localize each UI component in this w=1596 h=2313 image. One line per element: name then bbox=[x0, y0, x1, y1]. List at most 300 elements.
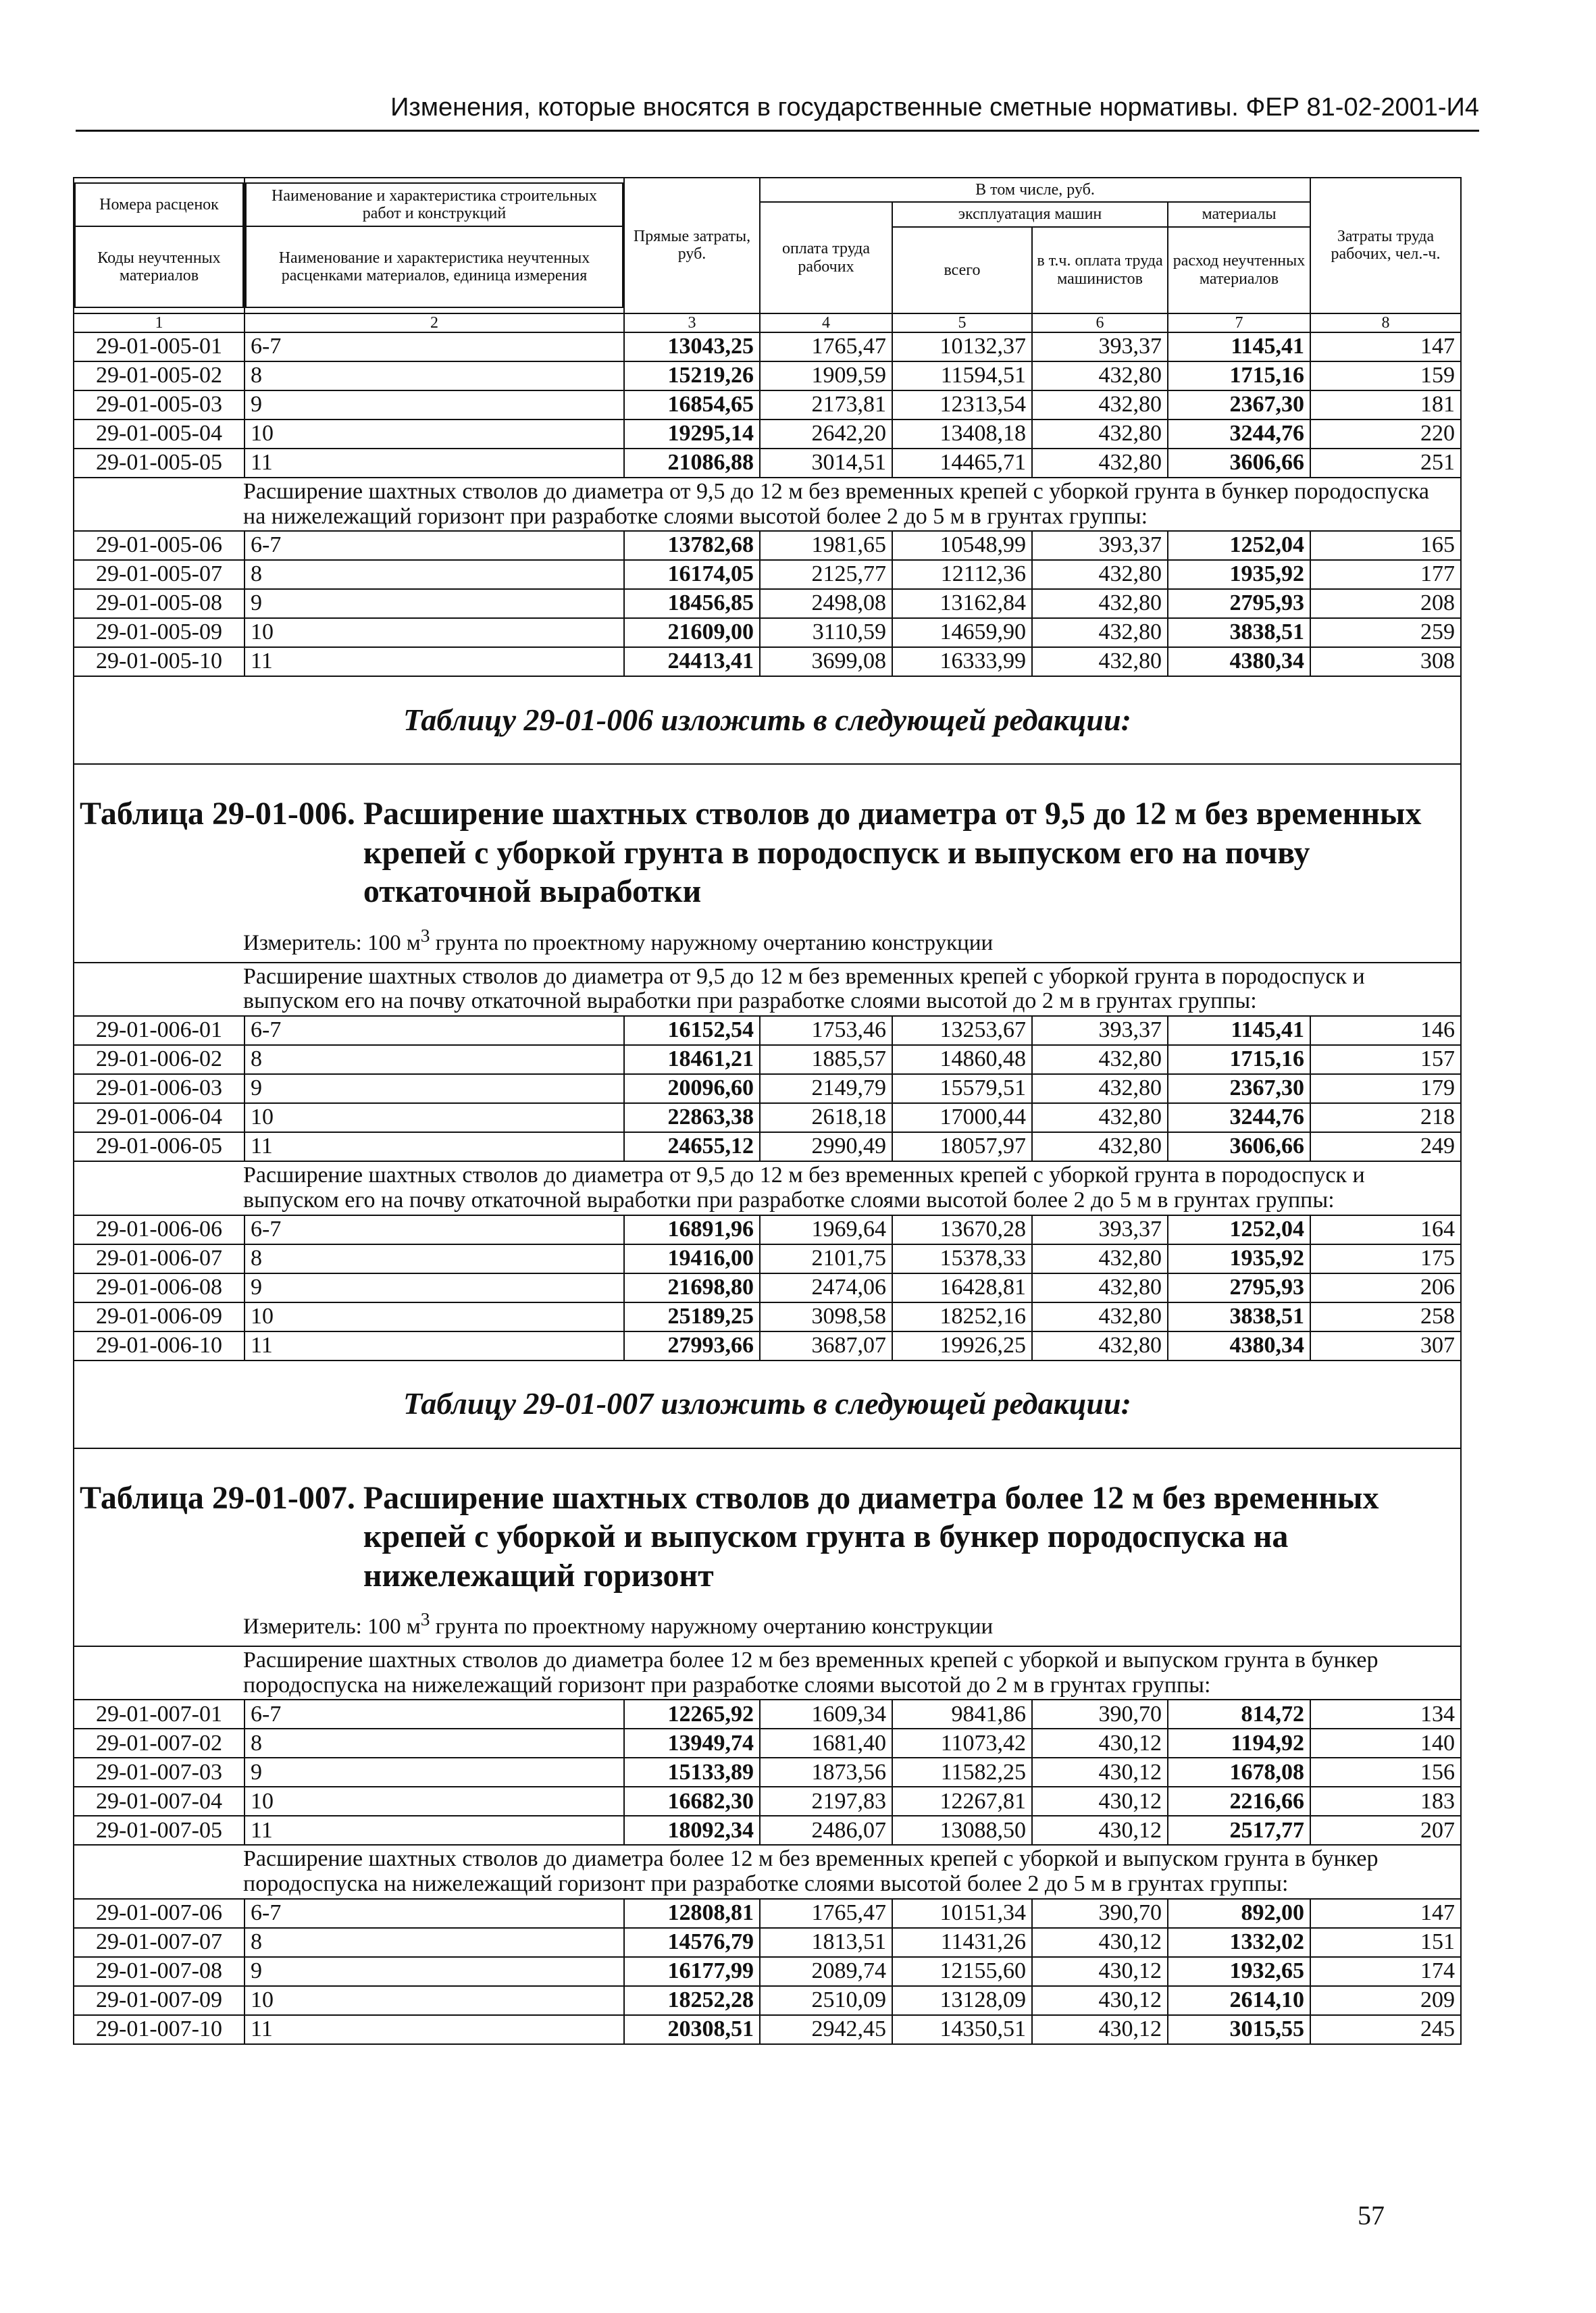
materials-cons: 1678,08 bbox=[1168, 1758, 1310, 1787]
machinist-pay: 432,80 bbox=[1032, 361, 1168, 390]
table-row bbox=[74, 2015, 1461, 2044]
direct-costs: 14576,79 bbox=[624, 1928, 760, 1957]
table-row bbox=[74, 1244, 1461, 1273]
materials-cons: 1932,65 bbox=[1168, 1957, 1310, 1986]
labor-hours: 146 bbox=[1310, 1016, 1461, 1045]
direct-costs: 13949,74 bbox=[624, 1729, 760, 1758]
materials-cons: 2614,10 bbox=[1168, 1986, 1310, 2015]
machinist-pay: 430,12 bbox=[1032, 1928, 1168, 1957]
labor-pay: 2173,81 bbox=[760, 390, 892, 420]
materials-cons: 1252,04 bbox=[1168, 1215, 1310, 1244]
group-description: Расширение шахтных стволов до диаметра более 12 м без временных крепей с уборкой и выпуском грунта в бункер породоспуска на нижележащий горизонт при разработке слоями высотой до 2 м в грунтах группы: bbox=[74, 1646, 1461, 1700]
soil-group: 11 bbox=[244, 647, 624, 676]
rate-code: 29-01-006-08 bbox=[74, 1273, 244, 1302]
labor-hours: 134 bbox=[1310, 1700, 1461, 1729]
direct-costs: 15219,26 bbox=[624, 361, 760, 390]
labor-hours: 147 bbox=[1310, 332, 1461, 361]
labor-pay: 2498,08 bbox=[760, 589, 892, 618]
table-row bbox=[74, 1273, 1461, 1302]
table-title-row bbox=[74, 764, 1461, 913]
table-number: Таблица 29-01-006. bbox=[80, 796, 355, 832]
direct-costs: 27993,66 bbox=[624, 1331, 760, 1361]
machines-total: 12313,54 bbox=[892, 390, 1032, 420]
section-005-b bbox=[74, 478, 1461, 676]
direct-costs: 16174,05 bbox=[624, 560, 760, 589]
labor-hours: 183 bbox=[1310, 1787, 1461, 1816]
soil-group: 8 bbox=[244, 1928, 624, 1957]
soil-group: 9 bbox=[244, 1758, 624, 1787]
machinist-pay: 393,37 bbox=[1032, 531, 1168, 560]
machinist-pay: 432,80 bbox=[1032, 420, 1168, 449]
direct-costs: 24655,12 bbox=[624, 1132, 760, 1161]
materials-cons: 2795,93 bbox=[1168, 1273, 1310, 1302]
col-number: 4 bbox=[760, 313, 892, 332]
labor-hours: 156 bbox=[1310, 1758, 1461, 1787]
col-materials-header: материалы bbox=[1168, 202, 1310, 226]
machinist-pay: 390,70 bbox=[1032, 1700, 1168, 1729]
labor-pay: 2101,75 bbox=[760, 1244, 892, 1273]
labor-hours: 207 bbox=[1310, 1816, 1461, 1845]
table-row bbox=[74, 1787, 1461, 1816]
table-row bbox=[74, 420, 1461, 449]
col-hours-header: Затраты труда рабочих, чел.-ч. bbox=[1310, 178, 1461, 313]
direct-costs: 18092,34 bbox=[624, 1816, 760, 1845]
labor-hours: 308 bbox=[1310, 647, 1461, 676]
section-007 bbox=[74, 1361, 1461, 2044]
col-number: 7 bbox=[1168, 313, 1310, 332]
edit-note-row bbox=[74, 676, 1461, 764]
soil-group: 9 bbox=[244, 390, 624, 420]
machinist-pay: 432,80 bbox=[1032, 560, 1168, 589]
labor-hours: 147 bbox=[1310, 1899, 1461, 1928]
edit-note-007: Таблицу 29-01-007 изложить в следующей редакции: bbox=[74, 1361, 1461, 1448]
table-row bbox=[74, 390, 1461, 420]
soil-group: 10 bbox=[244, 618, 624, 647]
machines-total: 15579,51 bbox=[892, 1074, 1032, 1103]
table-title-006 bbox=[74, 764, 1461, 913]
labor-pay: 2510,09 bbox=[760, 1986, 892, 2015]
section-005-a bbox=[74, 332, 1461, 478]
col-materials-cons-header: расход неучтенных материалов bbox=[1168, 227, 1310, 313]
labor-hours: 179 bbox=[1310, 1074, 1461, 1103]
machines-total: 13408,18 bbox=[892, 420, 1032, 449]
materials-cons: 2367,30 bbox=[1168, 1074, 1310, 1103]
measure-superscript: 3 bbox=[420, 1608, 430, 1630]
materials-cons: 2216,66 bbox=[1168, 1787, 1310, 1816]
col-number: 3 bbox=[624, 313, 760, 332]
machinist-pay: 430,12 bbox=[1032, 2015, 1168, 2044]
materials-cons: 1715,16 bbox=[1168, 1045, 1310, 1074]
labor-pay: 1681,40 bbox=[760, 1729, 892, 1758]
labor-hours: 251 bbox=[1310, 449, 1461, 478]
machines-total: 13088,50 bbox=[892, 1816, 1032, 1845]
table-row bbox=[74, 1928, 1461, 1957]
labor-hours: 218 bbox=[1310, 1103, 1461, 1132]
measure-superscript: 3 bbox=[420, 925, 430, 946]
direct-costs: 13043,25 bbox=[624, 332, 760, 361]
labor-hours: 220 bbox=[1310, 420, 1461, 449]
direct-costs: 16152,54 bbox=[624, 1016, 760, 1045]
machines-total: 14659,90 bbox=[892, 618, 1032, 647]
materials-cons: 1935,92 bbox=[1168, 1244, 1310, 1273]
table-title-text: Расширение шахтных стволов до диаметра от 9,5 до 12 м без временных крепей с уборкой грунта в породоспуск и выпуском его на почву откаточной выработки bbox=[363, 796, 1422, 910]
labor-pay: 2197,83 bbox=[760, 1787, 892, 1816]
direct-costs: 16177,99 bbox=[624, 1957, 760, 1986]
labor-pay: 3014,51 bbox=[760, 449, 892, 478]
labor-hours: 209 bbox=[1310, 1986, 1461, 2015]
table-row bbox=[74, 1729, 1461, 1758]
labor-hours: 165 bbox=[1310, 531, 1461, 560]
machines-total: 11431,26 bbox=[892, 1928, 1032, 1957]
labor-pay: 1753,46 bbox=[760, 1016, 892, 1045]
soil-group: 8 bbox=[244, 361, 624, 390]
labor-pay: 2618,18 bbox=[760, 1103, 892, 1132]
soil-group: 6-7 bbox=[244, 332, 624, 361]
table-title-row bbox=[74, 1448, 1461, 1597]
col-name-top: Наименование и характеристика строительных работ и конструкций bbox=[246, 183, 623, 226]
col-name-header bbox=[244, 178, 624, 313]
soil-group: 9 bbox=[244, 589, 624, 618]
table-row bbox=[74, 1302, 1461, 1331]
col-machinist-pay-header: в т.ч. оплата труда машинистов bbox=[1032, 227, 1168, 313]
labor-pay: 2089,74 bbox=[760, 1957, 892, 1986]
machinist-pay: 393,37 bbox=[1032, 332, 1168, 361]
soil-group: 6-7 bbox=[244, 1899, 624, 1928]
soil-group: 10 bbox=[244, 420, 624, 449]
machinist-pay: 432,80 bbox=[1032, 647, 1168, 676]
direct-costs: 20096,60 bbox=[624, 1074, 760, 1103]
direct-costs: 24413,41 bbox=[624, 647, 760, 676]
col-number: 1 bbox=[74, 313, 244, 332]
direct-costs: 15133,89 bbox=[624, 1758, 760, 1787]
machines-total: 10132,37 bbox=[892, 332, 1032, 361]
labor-hours: 140 bbox=[1310, 1729, 1461, 1758]
table-row bbox=[74, 1816, 1461, 1845]
rate-code: 29-01-005-10 bbox=[74, 647, 244, 676]
rate-code: 29-01-005-03 bbox=[74, 390, 244, 420]
rate-code: 29-01-006-09 bbox=[74, 1302, 244, 1331]
col-codes-bottom: Коды неучтенных материалов bbox=[75, 226, 243, 307]
column-numbers-row bbox=[74, 313, 1461, 332]
direct-costs: 12265,92 bbox=[624, 1700, 760, 1729]
labor-hours: 151 bbox=[1310, 1928, 1461, 1957]
machinist-pay: 432,80 bbox=[1032, 1103, 1168, 1132]
direct-costs: 18252,28 bbox=[624, 1986, 760, 2015]
rate-code: 29-01-006-02 bbox=[74, 1045, 244, 1074]
machines-total: 12267,81 bbox=[892, 1787, 1032, 1816]
rate-code: 29-01-006-05 bbox=[74, 1132, 244, 1161]
labor-pay: 2642,20 bbox=[760, 420, 892, 449]
table-row bbox=[74, 1986, 1461, 2015]
machines-total: 16333,99 bbox=[892, 647, 1032, 676]
labor-pay: 1765,47 bbox=[760, 1899, 892, 1928]
col-number: 6 bbox=[1032, 313, 1168, 332]
machines-total: 17000,44 bbox=[892, 1103, 1032, 1132]
direct-costs: 19416,00 bbox=[624, 1244, 760, 1273]
table-row bbox=[74, 1331, 1461, 1361]
edit-note-row bbox=[74, 1361, 1461, 1448]
machines-total: 13162,84 bbox=[892, 589, 1032, 618]
group-description-row bbox=[74, 963, 1461, 1016]
machines-total: 9841,86 bbox=[892, 1700, 1032, 1729]
labor-hours: 181 bbox=[1310, 390, 1461, 420]
labor-pay: 3110,59 bbox=[760, 618, 892, 647]
measure-unit bbox=[74, 1596, 1461, 1646]
labor-pay: 1873,56 bbox=[760, 1758, 892, 1787]
labor-pay: 2125,77 bbox=[760, 560, 892, 589]
soil-group: 10 bbox=[244, 1103, 624, 1132]
labor-pay: 3098,58 bbox=[760, 1302, 892, 1331]
rate-code: 29-01-006-06 bbox=[74, 1215, 244, 1244]
machines-total: 18252,16 bbox=[892, 1302, 1032, 1331]
measure-suffix: грунта по проектному наружному очертанию конструкции bbox=[430, 1615, 994, 1640]
machines-total: 13253,67 bbox=[892, 1016, 1032, 1045]
labor-hours: 177 bbox=[1310, 560, 1461, 589]
measure-suffix: грунта по проектному наружному очертанию конструкции bbox=[430, 931, 994, 955]
labor-pay: 1885,57 bbox=[760, 1045, 892, 1074]
rate-code: 29-01-007-07 bbox=[74, 1928, 244, 1957]
materials-cons: 1935,92 bbox=[1168, 560, 1310, 589]
table-number: Таблица 29-01-007. bbox=[80, 1479, 355, 1516]
table-row bbox=[74, 332, 1461, 361]
rate-code: 29-01-007-04 bbox=[74, 1787, 244, 1816]
materials-cons: 4380,34 bbox=[1168, 647, 1310, 676]
labor-pay: 1765,47 bbox=[760, 332, 892, 361]
direct-costs: 20308,51 bbox=[624, 2015, 760, 2044]
table-title-text: Расширение шахтных стволов до диаметра более 12 м без временных крепей с уборкой и выпуском грунта в бункер породоспуска на нижележащий горизонт bbox=[363, 1479, 1379, 1594]
soil-group: 11 bbox=[244, 1816, 624, 1845]
group-description: Расширение шахтных стволов до диаметра от 9,5 до 12 м без временных крепей с уборкой грунта в породоспуск и выпуском его на почву откаточной выработки при разработке слоями высотой более 2 до 5 м в грунтах группы: bbox=[74, 1161, 1461, 1215]
labor-hours: 157 bbox=[1310, 1045, 1461, 1074]
machinist-pay: 390,70 bbox=[1032, 1899, 1168, 1928]
labor-hours: 164 bbox=[1310, 1215, 1461, 1244]
machinist-pay: 432,80 bbox=[1032, 1045, 1168, 1074]
soil-group: 11 bbox=[244, 1331, 624, 1361]
table-row bbox=[74, 449, 1461, 478]
rate-code: 29-01-005-01 bbox=[74, 332, 244, 361]
rate-code: 29-01-005-05 bbox=[74, 449, 244, 478]
rate-code: 29-01-005-02 bbox=[74, 361, 244, 390]
machines-total: 11073,42 bbox=[892, 1729, 1032, 1758]
soil-group: 8 bbox=[244, 1244, 624, 1273]
table-row bbox=[74, 1758, 1461, 1787]
group-description: Расширение шахтных стволов до диаметра более 12 м без временных крепей с уборкой и выпуском грунта в бункер породоспуска на нижележащий горизонт при разработке слоями высотой более 2 до 5 м в грунтах группы: bbox=[74, 1845, 1461, 1898]
machinist-pay: 432,80 bbox=[1032, 449, 1168, 478]
table-row bbox=[74, 1045, 1461, 1074]
col-machines-total-header: всего bbox=[892, 227, 1032, 313]
header-rule bbox=[76, 130, 1479, 132]
machinist-pay: 432,80 bbox=[1032, 1273, 1168, 1302]
rate-code: 29-01-006-04 bbox=[74, 1103, 244, 1132]
rate-code: 29-01-005-06 bbox=[74, 531, 244, 560]
table-row bbox=[74, 560, 1461, 589]
machines-total: 13128,09 bbox=[892, 1986, 1032, 2015]
labor-pay: 1969,64 bbox=[760, 1215, 892, 1244]
materials-cons: 2517,77 bbox=[1168, 1816, 1310, 1845]
rate-code: 29-01-006-07 bbox=[74, 1244, 244, 1273]
table-row bbox=[74, 1899, 1461, 1928]
measure-row bbox=[74, 1596, 1461, 1646]
labor-hours: 259 bbox=[1310, 618, 1461, 647]
machines-total: 15378,33 bbox=[892, 1244, 1032, 1273]
direct-costs: 13782,68 bbox=[624, 531, 760, 560]
machinist-pay: 393,37 bbox=[1032, 1215, 1168, 1244]
soil-group: 10 bbox=[244, 1302, 624, 1331]
table-row bbox=[74, 1016, 1461, 1045]
table-row bbox=[74, 531, 1461, 560]
materials-cons: 1332,02 bbox=[1168, 1928, 1310, 1957]
materials-cons: 1145,41 bbox=[1168, 332, 1310, 361]
col-in-total-header: В том числе, руб. bbox=[760, 178, 1310, 202]
soil-group: 6-7 bbox=[244, 1016, 624, 1045]
machines-total: 19926,25 bbox=[892, 1331, 1032, 1361]
rate-code: 29-01-007-08 bbox=[74, 1957, 244, 1986]
rate-code: 29-01-007-09 bbox=[74, 1986, 244, 2015]
soil-group: 11 bbox=[244, 1132, 624, 1161]
labor-hours: 258 bbox=[1310, 1302, 1461, 1331]
machines-total: 16428,81 bbox=[892, 1273, 1032, 1302]
labor-pay: 1609,34 bbox=[760, 1700, 892, 1729]
rate-code: 29-01-005-09 bbox=[74, 618, 244, 647]
edit-note-006: Таблицу 29-01-006 изложить в следующей редакции: bbox=[74, 676, 1461, 764]
direct-costs: 21086,88 bbox=[624, 449, 760, 478]
soil-group: 9 bbox=[244, 1957, 624, 1986]
rate-code: 29-01-007-10 bbox=[74, 2015, 244, 2044]
labor-hours: 174 bbox=[1310, 1957, 1461, 1986]
rate-code: 29-01-007-02 bbox=[74, 1729, 244, 1758]
table-row bbox=[74, 618, 1461, 647]
machinist-pay: 432,80 bbox=[1032, 390, 1168, 420]
materials-cons: 1252,04 bbox=[1168, 531, 1310, 560]
materials-cons: 3244,76 bbox=[1168, 1103, 1310, 1132]
table-row bbox=[74, 589, 1461, 618]
machines-total: 14860,48 bbox=[892, 1045, 1032, 1074]
direct-costs: 21698,80 bbox=[624, 1273, 760, 1302]
measure-row bbox=[74, 913, 1461, 963]
labor-hours: 307 bbox=[1310, 1331, 1461, 1361]
rate-code: 29-01-007-06 bbox=[74, 1899, 244, 1928]
machinist-pay: 430,12 bbox=[1032, 1758, 1168, 1787]
materials-cons: 3606,66 bbox=[1168, 449, 1310, 478]
table-title-007 bbox=[74, 1448, 1461, 1597]
machinist-pay: 432,80 bbox=[1032, 1331, 1168, 1361]
rate-code: 29-01-007-01 bbox=[74, 1700, 244, 1729]
direct-costs: 16682,30 bbox=[624, 1787, 760, 1816]
col-labor-header: оплата труда рабочих bbox=[760, 202, 892, 313]
machines-total: 12112,36 bbox=[892, 560, 1032, 589]
machinist-pay: 430,12 bbox=[1032, 1787, 1168, 1816]
soil-group: 6-7 bbox=[244, 1700, 624, 1729]
machinist-pay: 432,80 bbox=[1032, 618, 1168, 647]
rate-code: 29-01-007-03 bbox=[74, 1758, 244, 1787]
col-direct-costs-header: Прямые затраты, руб. bbox=[624, 178, 760, 313]
machinist-pay: 432,80 bbox=[1032, 1244, 1168, 1273]
materials-cons: 4380,34 bbox=[1168, 1331, 1310, 1361]
materials-cons: 1145,41 bbox=[1168, 1016, 1310, 1045]
labor-pay: 2474,06 bbox=[760, 1273, 892, 1302]
machinist-pay: 430,12 bbox=[1032, 1986, 1168, 2015]
materials-cons: 892,00 bbox=[1168, 1899, 1310, 1928]
labor-pay: 3699,08 bbox=[760, 647, 892, 676]
direct-costs: 25189,25 bbox=[624, 1302, 760, 1331]
group-description: Расширение шахтных стволов до диаметра от 9,5 до 12 м без временных крепей с уборкой грунта в породоспуск и выпуском его на почву откаточной выработки при разработке слоями высотой до 2 м в грунтах группы: bbox=[74, 963, 1461, 1016]
group-description-row bbox=[74, 1845, 1461, 1898]
materials-cons: 814,72 bbox=[1168, 1700, 1310, 1729]
rate-code: 29-01-006-03 bbox=[74, 1074, 244, 1103]
col-number: 5 bbox=[892, 313, 1032, 332]
soil-group: 11 bbox=[244, 2015, 624, 2044]
machinist-pay: 393,37 bbox=[1032, 1016, 1168, 1045]
soil-group: 6-7 bbox=[244, 531, 624, 560]
direct-costs: 16891,96 bbox=[624, 1215, 760, 1244]
soil-group: 9 bbox=[244, 1273, 624, 1302]
soil-group: 8 bbox=[244, 560, 624, 589]
materials-cons: 3606,66 bbox=[1168, 1132, 1310, 1161]
col-machines-header: эксплуатация машин bbox=[892, 202, 1168, 226]
table-row bbox=[74, 1215, 1461, 1244]
machines-total: 18057,97 bbox=[892, 1132, 1032, 1161]
rate-code: 29-01-005-08 bbox=[74, 589, 244, 618]
table-row bbox=[74, 1132, 1461, 1161]
direct-costs: 16854,65 bbox=[624, 390, 760, 420]
materials-cons: 2795,93 bbox=[1168, 589, 1310, 618]
materials-cons: 1194,92 bbox=[1168, 1729, 1310, 1758]
machinist-pay: 432,80 bbox=[1032, 1074, 1168, 1103]
labor-pay: 2149,79 bbox=[760, 1074, 892, 1103]
machines-total: 14465,71 bbox=[892, 449, 1032, 478]
soil-group: 10 bbox=[244, 1986, 624, 2015]
page-number: 57 bbox=[1358, 2200, 1385, 2231]
machinist-pay: 430,12 bbox=[1032, 1816, 1168, 1845]
materials-cons: 1715,16 bbox=[1168, 361, 1310, 390]
labor-pay: 1813,51 bbox=[760, 1928, 892, 1957]
table-row bbox=[74, 1700, 1461, 1729]
machinist-pay: 432,80 bbox=[1032, 1132, 1168, 1161]
section-006 bbox=[74, 676, 1461, 1360]
labor-hours: 159 bbox=[1310, 361, 1461, 390]
running-header: Изменения, которые вносятся в государственные сметные нормативы. ФЕР 81-02-2001-И4 bbox=[390, 93, 1479, 122]
machinist-pay: 432,80 bbox=[1032, 1302, 1168, 1331]
machines-total: 10548,99 bbox=[892, 531, 1032, 560]
soil-group: 6-7 bbox=[244, 1215, 624, 1244]
labor-hours: 249 bbox=[1310, 1132, 1461, 1161]
soil-group: 9 bbox=[244, 1074, 624, 1103]
rate-code: 29-01-005-04 bbox=[74, 420, 244, 449]
labor-pay: 2486,07 bbox=[760, 1816, 892, 1845]
labor-hours: 208 bbox=[1310, 589, 1461, 618]
direct-costs: 18456,85 bbox=[624, 589, 760, 618]
col-number: 2 bbox=[244, 313, 624, 332]
direct-costs: 22863,38 bbox=[624, 1103, 760, 1132]
group-description-row bbox=[74, 1161, 1461, 1215]
measure-unit bbox=[74, 913, 1461, 963]
machines-total: 10151,34 bbox=[892, 1899, 1032, 1928]
group-description: Расширение шахтных стволов до диаметра от 9,5 до 12 м без временных крепей с уборкой грунта в бункер породоспуска на нижележащий горизонт при разработке слоями высотой более 2 до 5 м в грунтах группы: bbox=[74, 478, 1461, 531]
table-row bbox=[74, 1074, 1461, 1103]
materials-cons: 3015,55 bbox=[1168, 2015, 1310, 2044]
soil-group: 11 bbox=[244, 449, 624, 478]
machinist-pay: 430,12 bbox=[1032, 1957, 1168, 1986]
machines-total: 11582,25 bbox=[892, 1758, 1032, 1787]
table-row bbox=[74, 1957, 1461, 1986]
rates-table bbox=[73, 177, 1462, 2045]
soil-group: 8 bbox=[244, 1729, 624, 1758]
col-name-bottom: Наименование и характеристика неучтенных расценками материалов, единица измерения bbox=[246, 226, 623, 307]
machines-total: 12155,60 bbox=[892, 1957, 1032, 1986]
rate-code: 29-01-006-01 bbox=[74, 1016, 244, 1045]
measure-prefix: Измеритель: 100 м bbox=[243, 931, 421, 955]
labor-hours: 175 bbox=[1310, 1244, 1461, 1273]
